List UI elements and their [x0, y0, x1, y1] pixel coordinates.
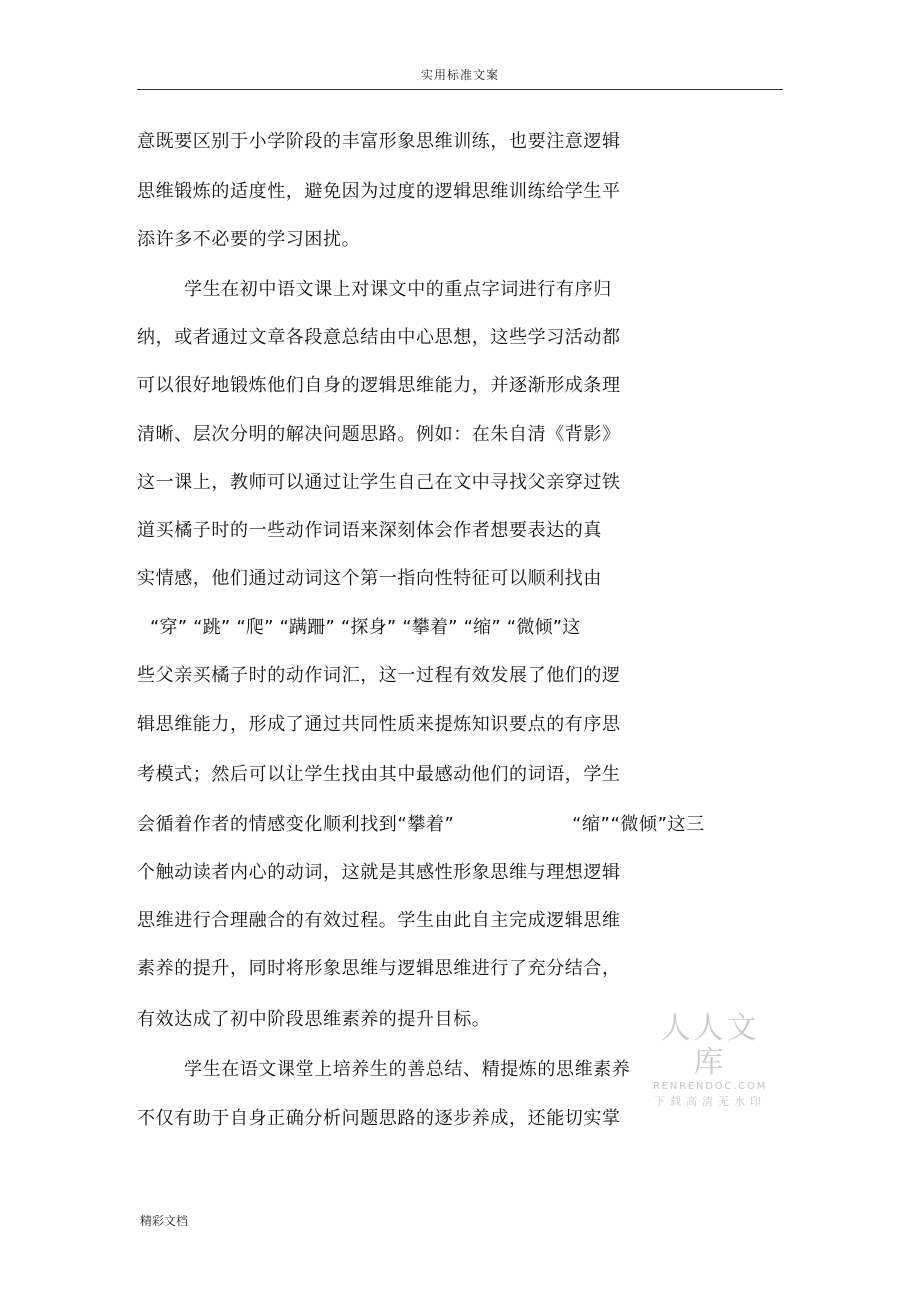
body-line: 会循着作者的情感变化顺利找到“攀着”: [137, 814, 455, 835]
body-line: 添许多不必要的学习困扰。: [137, 229, 361, 250]
body-line: 思维锻炼的适度性，避免因为过度的逻辑思维训练给学生平: [137, 181, 621, 202]
body-line: 道买橘子时的一些动作词语来深刻体会作者想要表达的真: [137, 520, 602, 541]
watermark-url: RENRENDOC.COM: [652, 1081, 768, 1092]
renrendoc-watermark: [645, 1012, 775, 1109]
watermark-slogan: 下载高清无水印: [654, 1095, 766, 1108]
body-line: 有效达成了初中阶段思维素养的提升目标。: [137, 1009, 491, 1030]
page-header-title: 实用标准文案: [420, 68, 499, 82]
body-line: 实情感，他们通过动词这个第一指向性特征可以顺利找由: [137, 568, 602, 589]
paragraph-start-line: 学生在初中语文课上对课文中的重点字词进行有序归: [184, 279, 612, 300]
body-line: 可以很好地锻炼他们自身的逻辑思维能力，并逐渐形成条理: [137, 375, 621, 396]
body-line: 个触动读者内心的动词，这就是其感性形象思维与理想逻辑: [137, 862, 621, 883]
quoted-verbs-line: “穿” “跳” “爬” “蹒跚” “探身” “攀着” “缩” “微倾”这: [150, 617, 581, 638]
body-line: 素养的提升，同时将形象思维与逻辑思维进行了充分结合，: [137, 958, 621, 979]
body-line: 考模式；然后可以让学生找由其中最感动他们的词语，学生: [137, 764, 621, 785]
body-line: 意既要区别于小学阶段的丰富形象思维训练，也要注意逻辑: [137, 131, 621, 152]
body-line: 纳，或者通过文章各段意总结由中心思想，这些学习活动都: [137, 327, 621, 348]
watermark-title: 人人文库: [660, 1011, 760, 1080]
body-line: 思维进行合理融合的有效过程。学生由此自主完成逻辑思维: [137, 910, 621, 931]
page-footer-label: 精彩文档: [140, 1214, 189, 1228]
header-divider: [137, 89, 783, 90]
body-line: 些父亲买橘子时的动作词汇，这一过程有效发展了他们的逻: [137, 665, 621, 686]
body-line: 不仅有助于自身正确分析问题思路的逐步养成，还能切实掌: [137, 1108, 621, 1129]
body-line-continuation: “缩”“微倾”这三: [572, 814, 705, 835]
body-line: 辑思维能力，形成了通过共同性质来提炼知识要点的有序思: [137, 714, 621, 735]
paragraph-start-line: 学生在语文课堂上培养生的善总结、精提炼的思维素养: [184, 1059, 631, 1080]
body-line: 这一课上，教师可以通过让学生自己在文中寻找父亲穿过铁: [137, 472, 621, 493]
body-line: 清晰、层次分明的解决问题思路。例如：在朱自清《背影》: [137, 424, 621, 445]
